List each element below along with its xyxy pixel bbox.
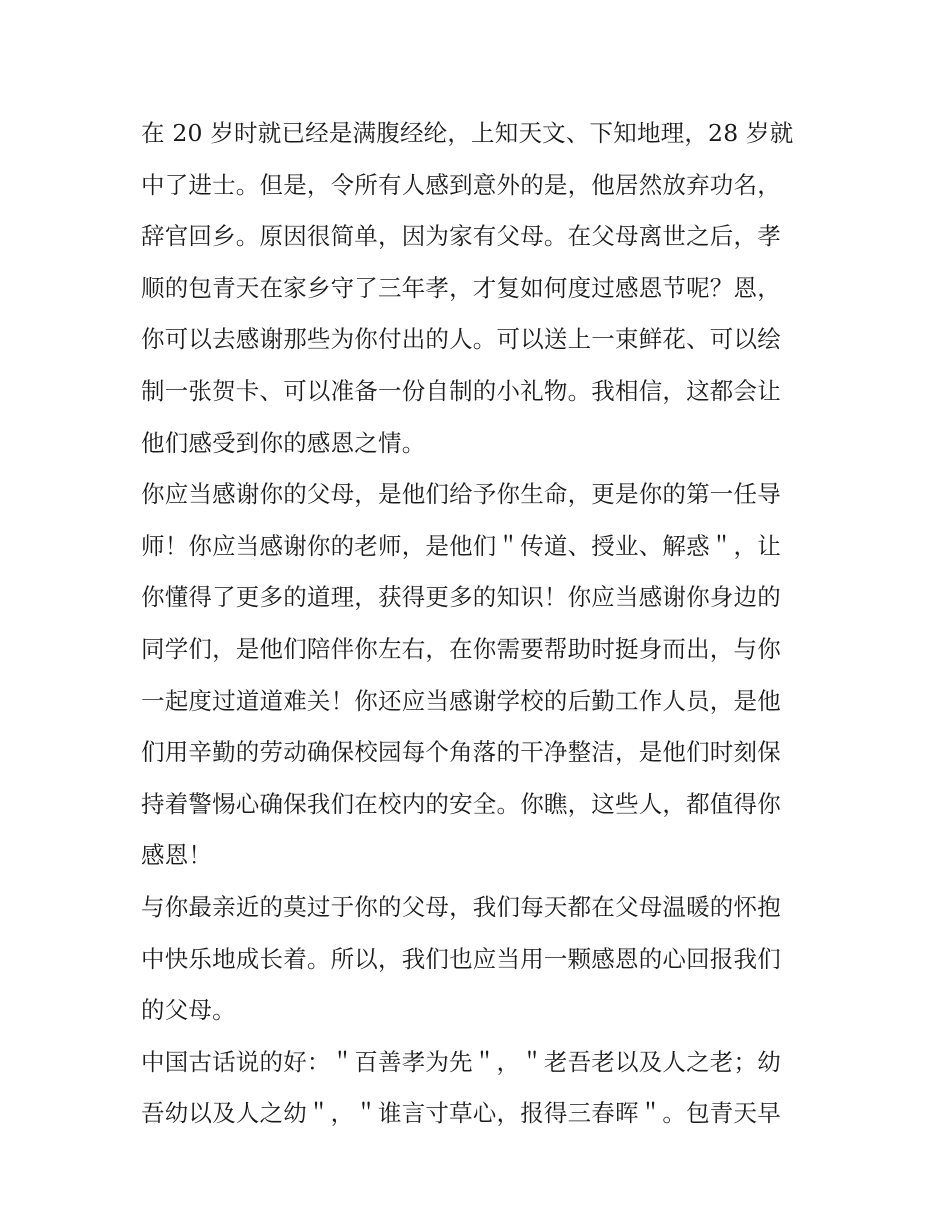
text-line: 你应当感谢你的父母，是他们给予你生命，更是你的第一任导 [141,480,781,509]
text-line: 的父母。 [141,996,236,1025]
text-line: 们用辛勤的劳动确保校园每个角落的干净整洁，是他们时刻保 [141,738,781,767]
text-line: 你懂得了更多的道理，获得更多的知识！你应当感谢你身边的 [141,583,781,612]
text-line: 与你最亲近的莫过于你的父母，我们每天都在父母温暖的怀抱 [141,892,781,921]
text-line: 你可以去感谢那些为你付出的人。可以送上一束鲜花、可以绘 [141,325,781,354]
text-line: 中了进士。但是，令所有人感到意外的是，他居然放弃功名， [141,170,781,199]
body-text [141,108,821,1140]
text-line: 中国古话说的好：＂百善孝为先＂，＂老吾老以及人之老；幼 [141,1047,781,1076]
text-line: 他们感受到你的感恩之情。 [141,428,426,457]
text-line: 持着警惕心确保我们在校内的安全。你瞧，这些人，都值得你 [141,789,781,818]
text-line: 同学们，是他们陪伴你左右，在你需要帮助时挺身而出，与你 [141,634,781,663]
text-line: 一起度过道道难关！你还应当感谢学校的后勤工作人员，是他 [141,686,781,715]
text-line: 顺的包青天在家乡守了三年孝，才复如何度过感恩节呢？恩， [141,273,781,302]
text-line: 感恩！ [141,841,213,870]
text-line: 在 20 岁时就已经是满腹经纶，上知天文、下知地理，28 岁就 [141,119,794,147]
text-line: 中快乐地成长着。所以，我们也应当用一颗感恩的心回报我们 [141,944,781,973]
text-line: 辞官回乡。原因很简单，因为家有父母。在父母离世之后，孝 [141,222,781,251]
text-line: 制一张贺卡、可以准备一份自制的小礼物。我相信，这都会让 [141,376,781,405]
text-line: 师！你应当感谢你的老师，是他们＂传道、授业、解惑＂，让 [141,531,781,560]
text-line: 吾幼以及人之幼＂，＂谁言寸草心，报得三春晖＂。包青天早 [141,1099,781,1128]
